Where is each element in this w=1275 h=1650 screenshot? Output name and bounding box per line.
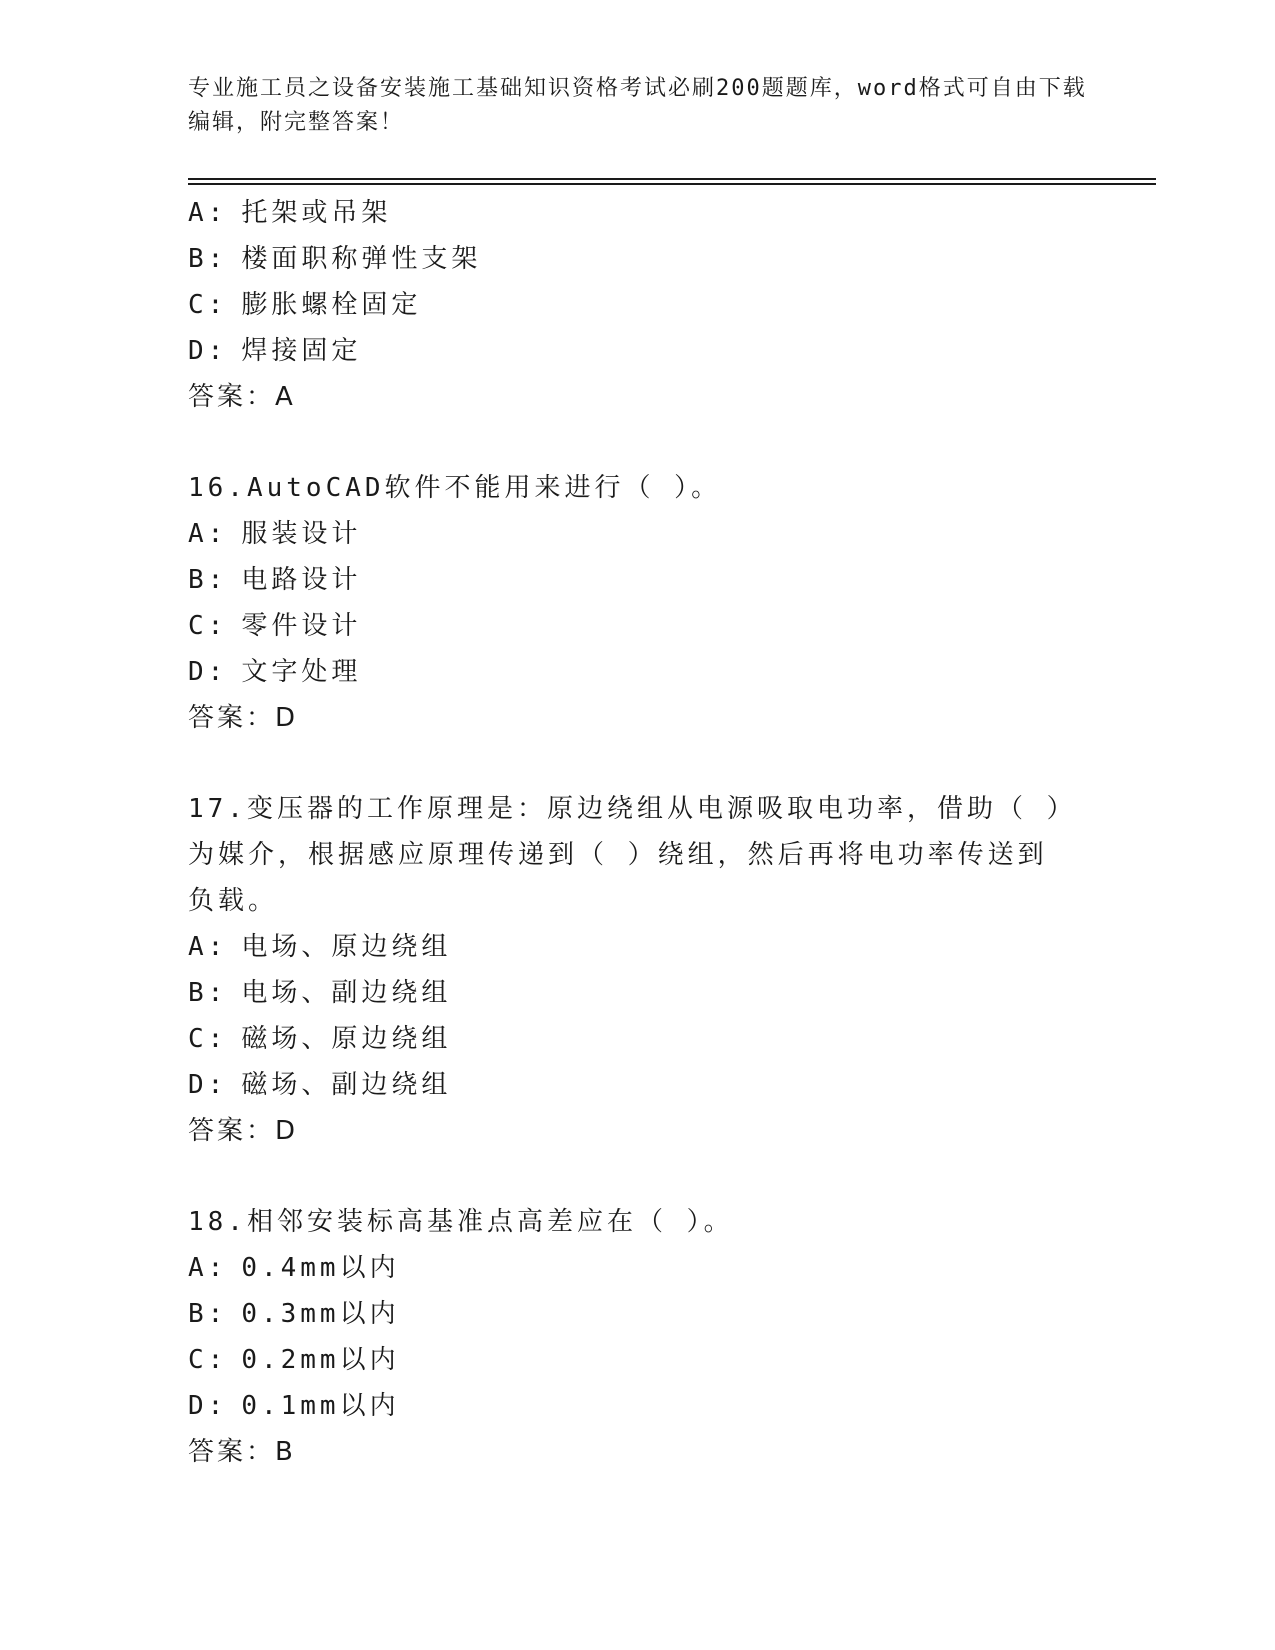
option-c: C: 0.2mm以内 [188, 1345, 400, 1375]
question-block-16 [188, 465, 1088, 741]
option-c: C: 零件设计 [188, 611, 362, 641]
question-text: 16.AutoCAD软件不能用来进行（ ）。 [188, 473, 722, 503]
document-content [188, 190, 1088, 1475]
option-b: B: 电场、副边绕组 [188, 978, 452, 1008]
header-divider-double [188, 183, 1156, 185]
question-block-18 [188, 1199, 1088, 1475]
option-d: D: 0.1mm以内 [188, 1391, 400, 1421]
option-d: D: 文字处理 [188, 657, 362, 687]
option-d: D: 磁场、副边绕组 [188, 1070, 452, 1100]
option-b: B: 楼面职称弹性支架 [188, 244, 482, 274]
header-divider [188, 178, 1156, 180]
answer: 答案：D [188, 703, 299, 733]
question-block-17 [188, 786, 1088, 1154]
option-a: A: 电场、原边绕组 [188, 932, 452, 962]
question-text: 18.相邻安装标高基准点高差应在（ ）。 [188, 1207, 734, 1237]
option-c: C: 膨胀螺栓固定 [188, 290, 422, 320]
option-a: A: 0.4mm以内 [188, 1253, 400, 1283]
answer: 答案：D [188, 1116, 299, 1146]
option-c: C: 磁场、原边绕组 [188, 1024, 452, 1054]
question-text: 17.变压器的工作原理是：原边绕组从电源吸取电功率，借助（ ）为媒介，根据感应原理传递到（ ）绕组，然后再将电功率传送到负载。 [188, 794, 1064, 916]
answer: 答案：B [188, 1437, 296, 1467]
question-block-partial [188, 190, 1088, 420]
option-b: B: 电路设计 [188, 565, 362, 595]
option-b: B: 0.3mm以内 [188, 1299, 400, 1329]
option-a: A: 服装设计 [188, 519, 362, 549]
option-d: D: 焊接固定 [188, 336, 362, 366]
document-header: 专业施工员之设备安装施工基础知识资格考试必刷200题题库，word格式可自由下载编辑，附完整答案！ [188, 76, 1087, 135]
answer: 答案：A [188, 382, 296, 412]
option-a: A: 托架或吊架 [188, 198, 392, 228]
